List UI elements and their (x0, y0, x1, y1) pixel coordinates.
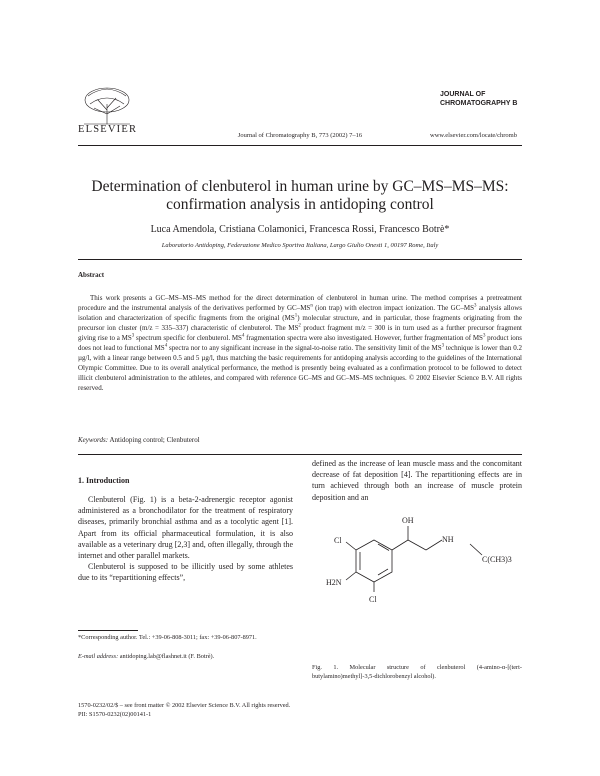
section-heading-introduction: 1. Introduction (78, 476, 130, 485)
tert-butyl-label: C(CH3)3 (482, 555, 512, 564)
chlorine-top-label: Cl (334, 536, 342, 545)
figure-1-caption: Fig. 1. Molecular structure of clenbuterol (4-amino-α-[(tert-butylamino)methyl]-3,5-dichlorobenzyl alcohol). (312, 664, 522, 680)
intro-paragraph-2: Clenbuterol is supposed to be illicitly used by some athletes due to its “repartitioning effects”, (78, 562, 293, 583)
email-label: E-mail address: (78, 653, 119, 660)
journal-name-line1: JOURNAL OF (440, 91, 486, 98)
author-affiliation: Laboratorio Antidoping, Federazione Medico Sportiva Italiana, Largo Giulio Onesti 1, 00197 Rome, Italy (161, 242, 439, 249)
keywords (78, 436, 200, 444)
header-divider (78, 145, 522, 146)
journal-url[interactable]: www.elsevier.com/locate/chromb (430, 132, 517, 139)
keywords-label: Keywords: (78, 436, 109, 444)
amine-nh-label: NH (442, 535, 454, 544)
journal-name (440, 90, 517, 108)
email-footnote (78, 652, 293, 661)
chlorine-bottom-label: Cl (369, 595, 377, 604)
publisher-name: ELSEVIER (78, 124, 138, 135)
abstract-heading: Abstract (78, 271, 105, 279)
keywords-list: Antidoping control; Clenbuterol (108, 436, 200, 444)
pii-line: PII: S1570-0232(02)00141-1 (78, 711, 152, 718)
abstract-top-divider (78, 259, 522, 260)
email-address[interactable]: antidoping.lab@flashnet.it (F. Botrè). (118, 653, 215, 660)
copyright-line: 1570-0232/02/$ – see front matter © 2002 Elsevier Science B.V. All rights reserved. (78, 702, 291, 709)
left-column-text (78, 494, 293, 584)
hydroxyl-label: OH (402, 516, 414, 525)
amino-label: H2N (326, 578, 342, 587)
author-list: Luca Amendola, Cristiana Colamonici, Francesca Rossi, Francesco Botrè* (150, 224, 450, 235)
footnote-divider (78, 630, 138, 631)
intro-paragraph-1: Clenbuterol (Fig. 1) is a beta-2-adrenergic receptor agonist administered as a bronchodilator for the treatment of respiratory diseases, primarily bronchial asthma and as a tocolytic agent [1]. Apart from its official pharmaceutical formulation, it is also available as a veterinary drug [2,3] and, often illegally, through the internet and other parallel markets. (78, 495, 293, 561)
journal-citation: Journal of Chromatography B, 773 (2002) 7–16 (237, 132, 363, 139)
article-title (78, 178, 522, 214)
clenbuterol-structure-figure (312, 510, 522, 612)
title-line2: confirmation analysis in antidoping control (166, 196, 434, 213)
elsevier-tree-logo (78, 86, 136, 126)
journal-name-line2: CHROMATOGRAPHY B (440, 100, 518, 107)
keywords-divider (78, 454, 522, 455)
title-line1: Determination of clenbuterol in human urine by GC–MS–MS–MS: (91, 178, 509, 195)
abstract-text: This work presents a GC–MS–MS–MS method for the direct determination of clenbuterol in human urine. The method comprises a pretreatment procedure and the instrumental analysis of the derivatives performed by $GC-MS^n$ (ion trap) with electron impact ionization. The $GC-MS^3$ analysis allows isolation and characterization of specific fragments from the original $(MS^1)$ molecular structure, and in particular, those fragments originating from the precursor ion cluster (m/z = 335–337) characteristic of clenbuterol. The $MS^2$ product fragment m/z = 300 is in turn used as a further precursor fragment giving rise to a $MS^3$ spectrum specific for clenbuterol. $MS^4$ fragmentation spectra were also investigated. However, further fragmentation of $MS^3$ product ions does not lead to functional $MS^4$ spectra nor to any significant increase in the signal-to-noise ratio. The sensitivity limit of the $MS^3$ technique is lower than 0.2 µg/l, with a linear range between 0.5 and 5 µg/l, thus matching the basic requirements for antidoping analysis according to the guidelines of the International Olympic Committee. Due to its overall analytical performance, the method is presently being evaluated as a confirmation protocol to be followed to detect illicit clenbuterol administration to the athletes, and compared with reference GC–MS and GC–MS–MS techniques. © 2002 Elsevier Science B.V. All rights reserved. (78, 294, 523, 392)
corresponding-author-footnote: *Corresponding author. Tel.: +39-06-808-3011; fax: +39-06-807-8971. (78, 634, 257, 641)
right-column-text: defined as the increase of lean muscle mass and the concomitant decrease of fat deposition [4]. The repartitioning effects are in turn achieved through both an increase of muscle protein deposition and an (312, 459, 522, 502)
